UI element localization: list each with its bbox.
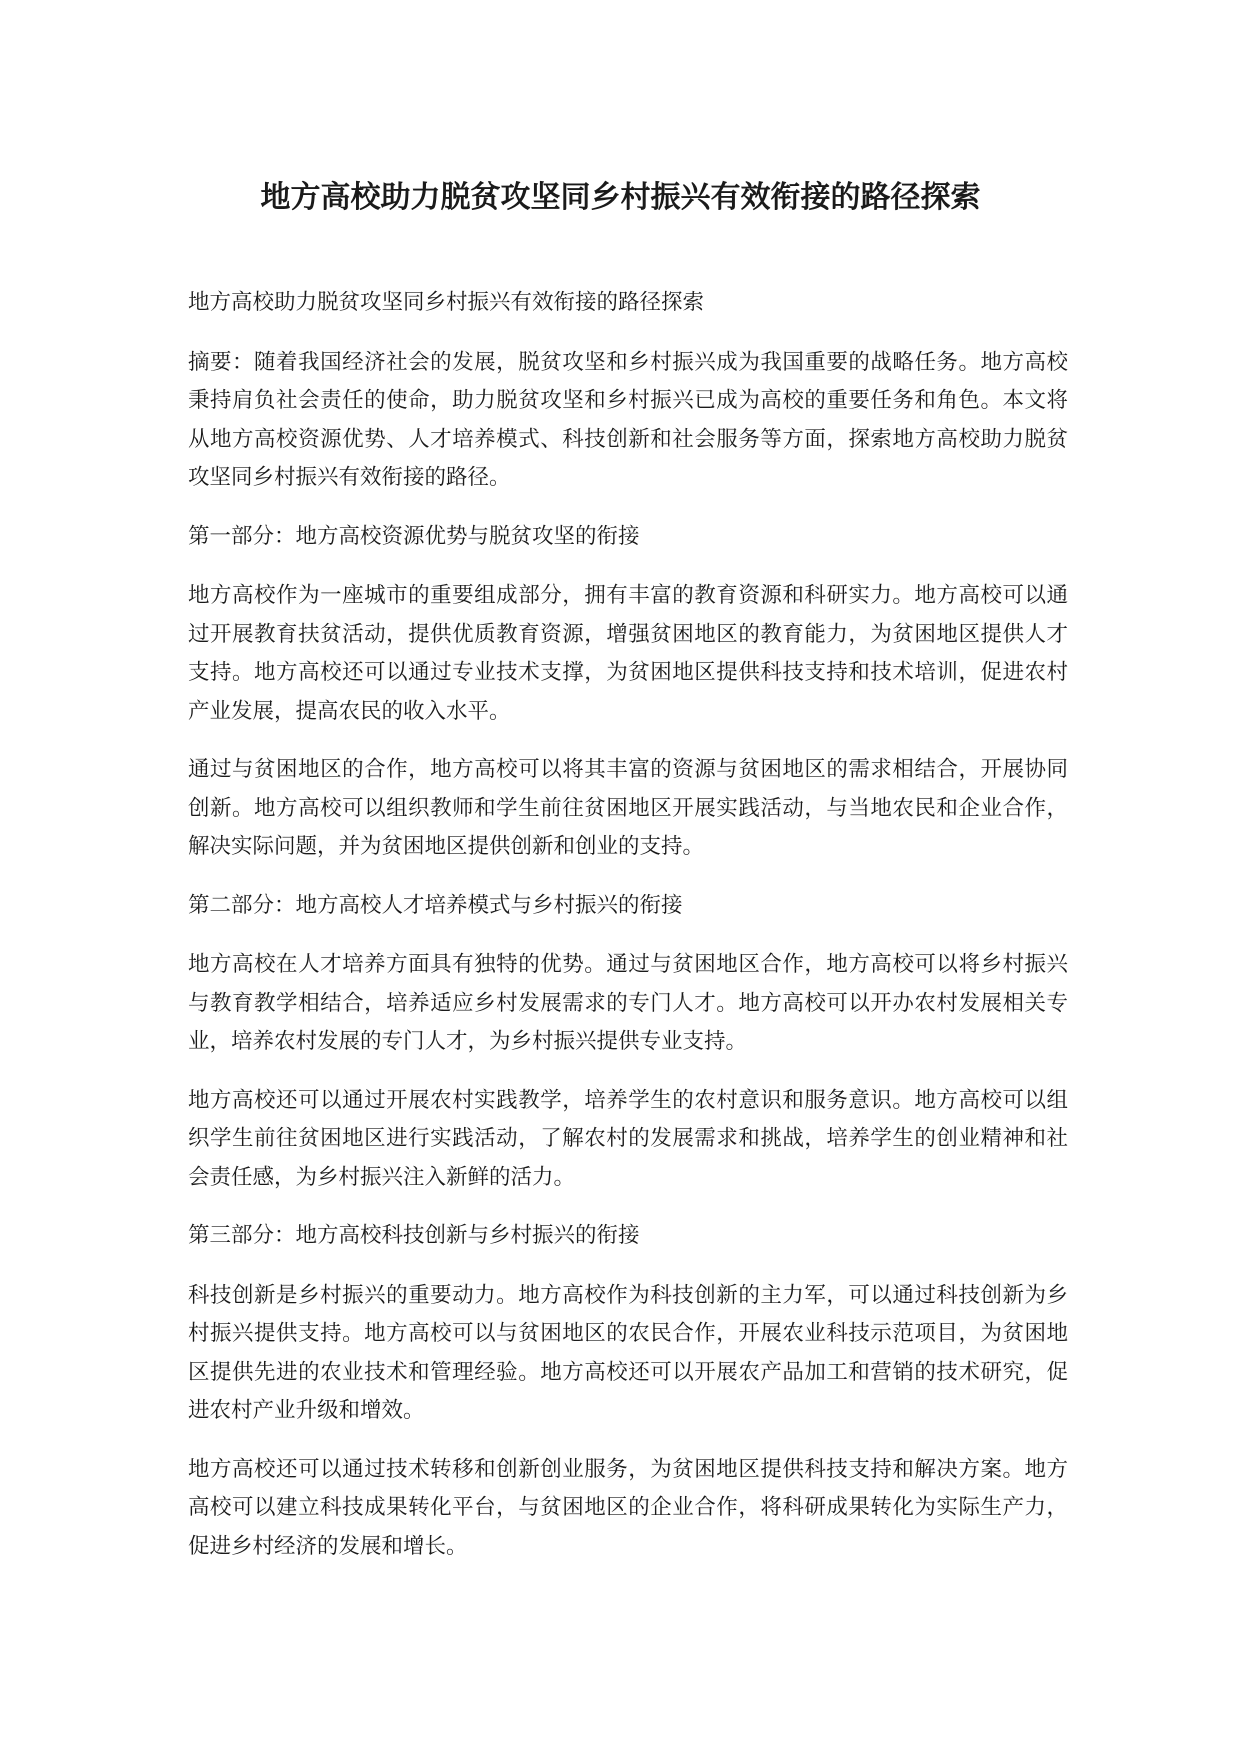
subtitle-paragraph: 地方高校助力脱贫攻坚同乡村振兴有效衔接的路径探索 [188,290,705,315]
section-heading-3: 第三部分：地方高校科技创新与乡村振兴的衔接 [188,1223,640,1248]
section-heading-2: 第二部分：地方高校人才培养模式与乡村振兴的衔接 [188,892,683,918]
document-body [188,284,1068,1586]
document-title: 地方高校助力脱贫攻坚同乡村振兴有效衔接的路径探索 [260,180,981,215]
body-paragraph: 地方高校还可以通过技术转移和创新创业服务，为贫困地区提供科技支持和解决方案。地方高校可以建立科技成果转化平台，与贫困地区的企业合作，将科研成果转化为实际生产力，促进乡村经济的发展和增长。 [188,1456,1068,1559]
body-paragraph: 地方高校作为一座城市的重要组成部分，拥有丰富的教育资源和科研实力。地方高校可以通过开展教育扶贫活动，提供优质教育资源，增强贫困地区的教育能力，为贫困地区提供人才支持。地方高校还可以通过专业技术支撑，为贫困地区提供科技支持和技术培训，促进农村产业发展，提高农民的收入水平。 [188,583,1068,724]
section-heading-1: 第一部分：地方高校资源优势与脱贫攻坚的衔接 [188,523,640,549]
body-paragraph: 科技创新是乡村振兴的重要动力。地方高校作为科技创新的主力军，可以通过科技创新为乡村振兴提供支持。地方高校可以与贫困地区的农民合作，开展农业科技示范项目，为贫困地区提供先进的农业技术和管理经验。地方高校还可以开展农产品加工和营销的技术研究，促进农村产业升级和增效。 [188,1282,1068,1423]
abstract-paragraph: 摘要：随着我国经济社会的发展，脱贫攻坚和乡村振兴成为我国重要的战略任务。地方高校秉持肩负社会责任的使命，助力脱贫攻坚和乡村振兴已成为高校的重要任务和角色。本文将从地方高校资源优势、人才培养模式、科技创新和社会服务等方面，探索地方高校助力脱贫攻坚同乡村振兴有效衔接的路径。 [188,349,1068,490]
body-paragraph: 通过与贫困地区的合作，地方高校可以将其丰富的资源与贫困地区的需求相结合，开展协同创新。地方高校可以组织教师和学生前往贫困地区开展实践活动，与当地农民和企业合作，解决实际问题，并为贫困地区提供创新和创业的支持。 [188,757,1068,859]
body-paragraph: 地方高校还可以通过开展农村实践教学，培养学生的农村意识和服务意识。地方高校可以组织学生前往贫困地区进行实践活动，了解农村的发展需求和挑战，培养学生的创业精神和社会责任感，为乡村振兴注入新鲜的活力。 [188,1087,1068,1190]
body-paragraph: 地方高校在人才培养方面具有独特的优势。通过与贫困地区合作，地方高校可以将乡村振兴与教育教学相结合，培养适应乡村发展需求的专门人才。地方高校可以开办农村发展相关专业，培养农村发展的专门人才，为乡村振兴提供专业支持。 [188,952,1068,1054]
